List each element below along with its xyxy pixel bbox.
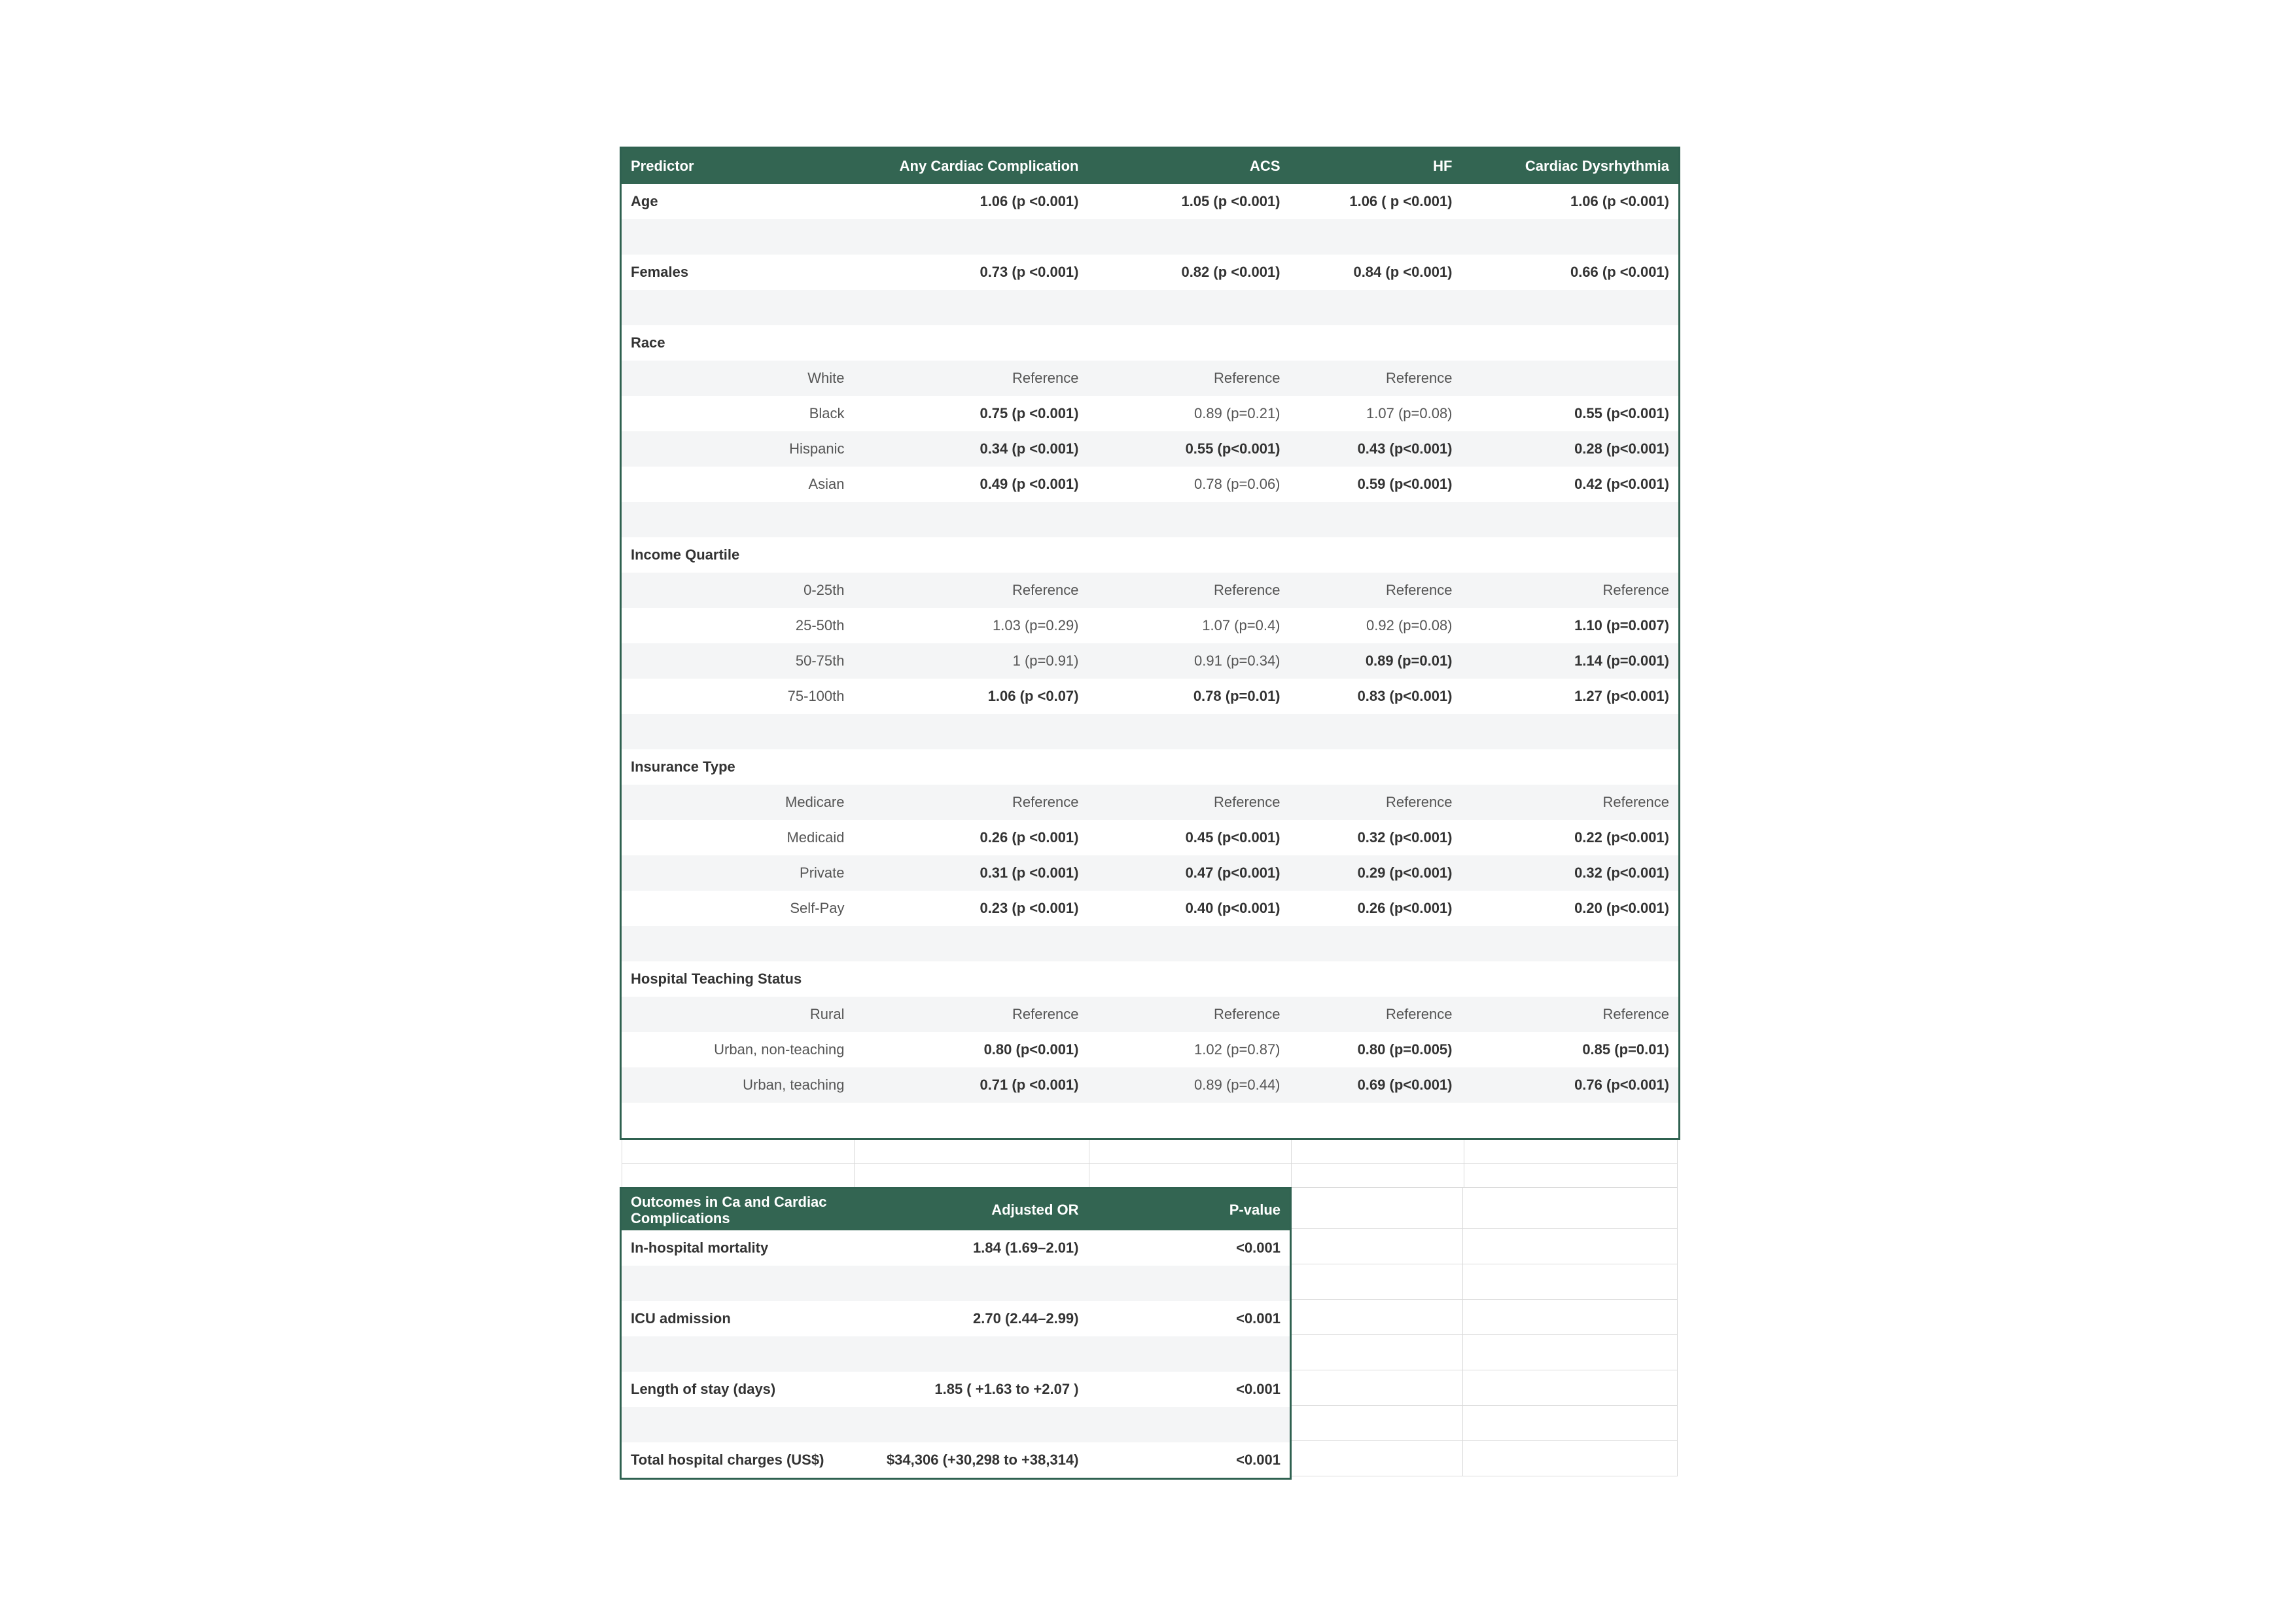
table-cell: 0.82 (p <0.001) xyxy=(1181,264,1280,280)
table-cell: 0.32 (p<0.001) xyxy=(1357,829,1453,846)
header-hf: HF xyxy=(1290,148,1462,185)
table-cell xyxy=(1462,537,1680,573)
outcome-row xyxy=(621,1301,1291,1336)
table-cell: 0.76 (p<0.001) xyxy=(1462,1067,1680,1103)
table-cell: 1.27 (p<0.001) xyxy=(1574,688,1669,704)
header-cardiac-dysrhythmia: Cardiac Dysrhythmia xyxy=(1462,148,1680,185)
row-label: Rural xyxy=(621,997,854,1032)
table-cell: 0.31 (p <0.001) xyxy=(854,855,1088,891)
table-cell xyxy=(1088,926,1290,961)
predictor-row xyxy=(621,997,1680,1032)
predictor-row xyxy=(621,855,1680,891)
table-cell xyxy=(1462,290,1680,325)
table-cell: 0.83 (p<0.001) xyxy=(1357,688,1453,704)
table-cell: 0.42 (p<0.001) xyxy=(1574,476,1669,492)
table-cell: Reference xyxy=(1290,361,1462,396)
table-cell: 0.26 (p<0.001) xyxy=(1357,900,1453,916)
row-label: Hispanic xyxy=(621,431,854,467)
table-cell: Reference xyxy=(854,361,1088,396)
table-cell xyxy=(1462,749,1680,785)
table-cell: Reference xyxy=(1088,785,1290,820)
table-cell xyxy=(1462,502,1680,537)
table-cell xyxy=(1088,290,1290,325)
row-label xyxy=(621,1336,854,1372)
row-label xyxy=(621,1103,854,1139)
predictor-row xyxy=(621,714,1680,749)
predictors-table xyxy=(620,147,1680,1140)
predictor-row xyxy=(621,926,1680,961)
row-label xyxy=(621,1407,854,1442)
table-cell: <0.001 xyxy=(1236,1310,1280,1327)
table-cell xyxy=(1088,1336,1291,1372)
row-label: Insurance Type xyxy=(631,758,735,775)
outcome-row xyxy=(621,1372,1291,1407)
table-cell: 0.75 (p <0.001) xyxy=(980,405,1079,421)
row-label: In-hospital mortality xyxy=(631,1240,769,1256)
table-cell xyxy=(854,502,1088,537)
table-cell: Reference xyxy=(854,785,1088,820)
row-label: Medicaid xyxy=(786,829,845,846)
table-cell xyxy=(1088,325,1290,361)
predictor-row xyxy=(621,608,1680,643)
table-cell xyxy=(1462,325,1680,361)
table-cell: 2.70 (2.44–2.99) xyxy=(973,1310,1079,1327)
header-acs: ACS xyxy=(1088,148,1290,185)
table-cell: 0.69 (p<0.001) xyxy=(1290,1067,1462,1103)
table-cell: 0.85 (p=0.01) xyxy=(1582,1041,1669,1058)
table-cell: 0.92 (p=0.08) xyxy=(1366,617,1453,633)
table-cell: 1.07 (p=0.4) xyxy=(1202,617,1280,633)
table-cell xyxy=(1088,219,1290,255)
predictor-row xyxy=(621,467,1680,502)
table-cell: Reference xyxy=(854,997,1088,1032)
sheet-gridlines-right xyxy=(1290,1187,1678,1476)
table-cell: Reference xyxy=(1088,361,1290,396)
predictor-row xyxy=(621,255,1680,290)
table-cell: 0.91 (p=0.34) xyxy=(1088,643,1290,679)
table-cell: 0.34 (p <0.001) xyxy=(854,431,1088,467)
row-label xyxy=(621,219,854,255)
table-cell: 0.71 (p <0.001) xyxy=(854,1067,1088,1103)
table-cell xyxy=(1290,961,1462,997)
header-outcomes: Outcomes in Ca and Cardiac Complications xyxy=(621,1188,854,1231)
table-cell: 0.80 (p<0.001) xyxy=(983,1041,1079,1058)
row-label xyxy=(621,1266,854,1301)
table-cell: 1.02 (p=0.87) xyxy=(1194,1041,1280,1058)
predictor-row xyxy=(621,219,1680,255)
row-label: Private xyxy=(621,855,854,891)
table-cell: 0.66 (p <0.001) xyxy=(1570,264,1669,280)
table-cell: 0.20 (p<0.001) xyxy=(1574,900,1669,916)
row-label: Total hospital charges (US$) xyxy=(631,1452,824,1468)
row-label: White xyxy=(621,361,854,396)
table-cell xyxy=(1088,1103,1290,1139)
row-label: Black xyxy=(809,405,845,421)
table-cell xyxy=(1088,1266,1291,1301)
table-cell xyxy=(1088,1407,1291,1442)
table-cell xyxy=(1088,537,1290,573)
table-cell: 1.84 (1.69–2.01) xyxy=(973,1240,1079,1256)
table-cell: 1.06 (p <0.001) xyxy=(980,193,1079,209)
predictor-row xyxy=(621,1103,1680,1139)
table-cell: 0.84 (p <0.001) xyxy=(1353,264,1453,280)
table-cell xyxy=(854,961,1088,997)
row-label: 0-25th xyxy=(621,573,854,608)
outcomes-header-row xyxy=(621,1188,1291,1231)
table-cell: 0.89 (p=0.44) xyxy=(1088,1067,1290,1103)
table-cell xyxy=(1462,1103,1680,1139)
table-cell xyxy=(1290,325,1462,361)
table-cell xyxy=(1290,502,1462,537)
predictor-row xyxy=(621,749,1680,785)
row-label xyxy=(621,714,854,749)
row-label: ICU admission xyxy=(631,1310,731,1327)
outcome-row xyxy=(621,1230,1291,1266)
table-cell xyxy=(1088,502,1290,537)
outcome-row xyxy=(621,1442,1291,1479)
table-cell: Reference xyxy=(1290,997,1462,1032)
table-cell: 0.89 (p=0.01) xyxy=(1290,643,1462,679)
predictors-header-row xyxy=(621,148,1680,185)
row-label: Income Quartile xyxy=(631,546,740,563)
table-cell: Reference xyxy=(1462,785,1680,820)
predictor-row xyxy=(621,643,1680,679)
predictor-row xyxy=(621,891,1680,926)
table-cell: 1 (p=0.91) xyxy=(854,643,1088,679)
table-cell: 1.03 (p=0.29) xyxy=(993,617,1079,633)
table-cell xyxy=(1290,219,1462,255)
predictor-row xyxy=(621,290,1680,325)
table-cell: 0.55 (p<0.001) xyxy=(1574,405,1669,421)
row-label: 25-50th xyxy=(795,617,845,633)
table-cell: 1.85 ( +1.63 to +2.07 ) xyxy=(934,1381,1079,1397)
header-any-cardiac-complication: Any Cardiac Complication xyxy=(854,148,1088,185)
table-cell xyxy=(1462,219,1680,255)
table-cell xyxy=(1462,961,1680,997)
predictor-row xyxy=(621,325,1680,361)
table-cell: Reference xyxy=(1088,573,1290,608)
table-cell: 0.45 (p<0.001) xyxy=(1185,829,1280,846)
predictor-row xyxy=(621,1032,1680,1067)
table-cell: Reference xyxy=(1290,573,1462,608)
table-cell xyxy=(854,926,1088,961)
table-cell: 0.29 (p<0.001) xyxy=(1290,855,1462,891)
table-cell: $34,306 (+30,298 to +38,314) xyxy=(886,1452,1079,1468)
table-cell: 0.22 (p<0.001) xyxy=(1574,829,1669,846)
table-cell: 0.73 (p <0.001) xyxy=(980,264,1079,280)
table-cell xyxy=(1088,749,1290,785)
row-label: Urban, non-teaching xyxy=(714,1041,845,1058)
table-cell: 0.43 (p<0.001) xyxy=(1290,431,1462,467)
table-cell: 1.06 (p <0.07) xyxy=(987,688,1079,704)
predictor-row xyxy=(621,502,1680,537)
table-cell: 0.78 (p=0.06) xyxy=(1194,476,1280,492)
table-cell: 0.47 (p<0.001) xyxy=(1088,855,1290,891)
table-cell xyxy=(854,1266,1088,1301)
predictor-row xyxy=(621,431,1680,467)
header-adjusted-or: Adjusted OR xyxy=(854,1188,1088,1231)
table-cell: <0.001 xyxy=(1236,1240,1280,1256)
outcome-row xyxy=(621,1407,1291,1442)
row-label: Hospital Teaching Status xyxy=(631,971,802,987)
header-predictor: Predictor xyxy=(621,148,854,185)
table-cell xyxy=(1290,749,1462,785)
table-cell: 0.23 (p <0.001) xyxy=(980,900,1079,916)
row-label: Medicare xyxy=(621,785,854,820)
table-cell xyxy=(854,1407,1088,1442)
table-cell xyxy=(854,1103,1088,1139)
table-cell xyxy=(854,537,1088,573)
row-label: Length of stay (days) xyxy=(631,1381,776,1397)
table-cell: 1.10 (p=0.007) xyxy=(1574,617,1669,633)
table-cell xyxy=(1290,290,1462,325)
table-cell: 0.80 (p=0.005) xyxy=(1357,1041,1453,1058)
predictor-row xyxy=(621,573,1680,608)
table-cell: 1.14 (p=0.001) xyxy=(1462,643,1680,679)
table-cell xyxy=(854,749,1088,785)
predictor-row xyxy=(621,396,1680,431)
table-cell: 0.55 (p<0.001) xyxy=(1088,431,1290,467)
table-cell xyxy=(1462,926,1680,961)
table-cell: 0.78 (p=0.01) xyxy=(1193,688,1280,704)
table-cell: <0.001 xyxy=(1236,1452,1280,1468)
predictor-row xyxy=(621,361,1680,396)
outcome-row xyxy=(621,1266,1291,1301)
outcome-row xyxy=(621,1336,1291,1372)
predictor-row xyxy=(621,785,1680,820)
table-cell: 1.05 (p <0.001) xyxy=(1181,193,1280,209)
table-cell: Reference xyxy=(1290,785,1462,820)
table-cell xyxy=(854,325,1088,361)
row-label: Race xyxy=(631,334,665,351)
table-cell: 1.06 ( p <0.001) xyxy=(1349,193,1453,209)
row-label: Asian xyxy=(808,476,845,492)
table-cell: 0.49 (p <0.001) xyxy=(980,476,1079,492)
table-cell: Reference xyxy=(1462,573,1680,608)
table-cell: 0.26 (p <0.001) xyxy=(980,829,1079,846)
row-label: Self-Pay xyxy=(790,900,845,916)
predictor-row xyxy=(621,184,1680,219)
table-cell: Reference xyxy=(1462,997,1680,1032)
row-label xyxy=(621,502,854,537)
table-cell xyxy=(1088,714,1290,749)
table-cell: 0.28 (p<0.001) xyxy=(1462,431,1680,467)
table-cell xyxy=(1290,537,1462,573)
table-cell xyxy=(1290,1103,1462,1139)
table-cell xyxy=(1462,361,1680,396)
predictor-row xyxy=(621,820,1680,855)
table-cell: 0.40 (p<0.001) xyxy=(1185,900,1280,916)
table-cell xyxy=(854,714,1088,749)
table-cell xyxy=(1462,714,1680,749)
table-cell: 1.06 (p <0.001) xyxy=(1570,193,1669,209)
row-label: Age xyxy=(631,193,658,209)
table-cell: 1.07 (p=0.08) xyxy=(1366,405,1453,421)
table-cell: 0.32 (p<0.001) xyxy=(1462,855,1680,891)
table-cell xyxy=(1088,961,1290,997)
predictor-row xyxy=(621,1067,1680,1103)
table-cell: 0.59 (p<0.001) xyxy=(1357,476,1453,492)
row-label: Females xyxy=(631,264,689,280)
table-cell: 0.89 (p=0.21) xyxy=(1194,405,1280,421)
predictor-row xyxy=(621,537,1680,573)
table-cell xyxy=(854,1336,1088,1372)
row-label: 75-100th xyxy=(787,688,845,704)
row-label: Urban, teaching xyxy=(621,1067,854,1103)
table-cell xyxy=(1290,714,1462,749)
header-p-value: P-value xyxy=(1088,1188,1291,1231)
table-cell: Reference xyxy=(854,573,1088,608)
table-cell xyxy=(1290,926,1462,961)
predictor-row xyxy=(621,961,1680,997)
table-cell xyxy=(854,219,1088,255)
row-label xyxy=(621,290,854,325)
outcomes-table xyxy=(620,1187,1292,1480)
sheet-gridlines-middle xyxy=(622,1139,1678,1188)
row-label xyxy=(621,926,854,961)
predictor-row xyxy=(621,679,1680,714)
table-cell: Reference xyxy=(1088,997,1290,1032)
row-label: 50-75th xyxy=(621,643,854,679)
table-cell xyxy=(854,290,1088,325)
table-cell: <0.001 xyxy=(1236,1381,1280,1397)
